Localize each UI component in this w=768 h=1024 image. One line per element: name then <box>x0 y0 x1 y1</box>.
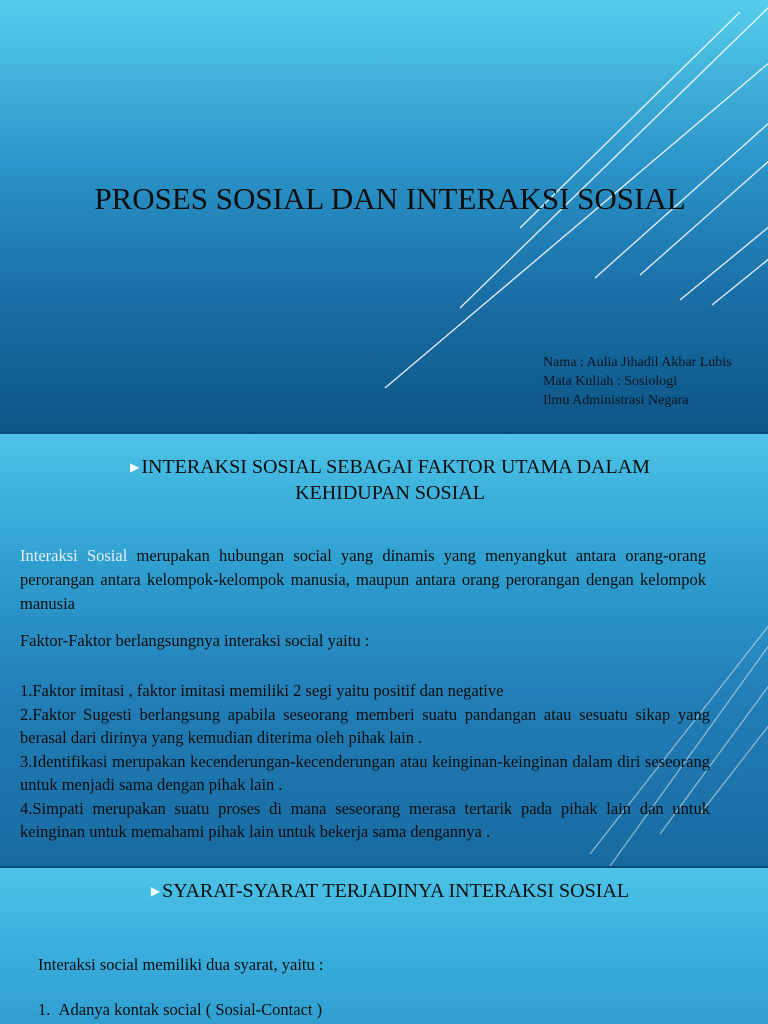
triangle-bullet-icon: ▶ <box>130 460 140 474</box>
slide-title: PROSES SOSIAL DAN INTERAKSI SOSIAL <box>94 181 686 216</box>
factors-list <box>20 679 710 844</box>
list-item: 1. Adanya kontak social ( Sosial-Contact ) <box>38 1000 323 1019</box>
presenter-name: Nama : Aulia Jihadil Akbar Lubis <box>543 355 732 370</box>
list-item: 1.Faktor imitasi , faktor imitasi memiliki 2 segi yaitu positif dan negative <box>20 681 504 700</box>
triangle-bullet-icon: ▶ <box>150 884 161 898</box>
requirements-intro: Interaksi social memiliki dua syarat, yaitu : <box>38 955 324 974</box>
list-item: 3.Identifikasi merupakan kecenderungan-kecenderungan atau keinginan-keinginan dalam diri seseorang untuk menjadi sama dengan pihak lain . <box>20 751 710 794</box>
presenter-info <box>543 353 732 410</box>
factors-intro: Faktor-Faktor berlangsungnya interaksi social yaitu : <box>20 631 370 650</box>
definition-paragraph: Interaksi Sosial merupakan hubungan social yang dinamis yang menyangkut antara orang-orang perorangan antara kelompok-kelompok manusia, maupun antara orang perorangan dengan kelompok manusia <box>20 546 707 613</box>
term-highlight: Interaksi Sosial <box>20 546 128 565</box>
list-item: 4.Simpati merupakan suatu proses di mana seseorang merasa tertarik pada pihak lain dan untuk keinginan untuk memahami pihak lain untuk bekerja sama dengannya . <box>20 798 710 841</box>
list-item: 2.Faktor Sugesti berlangsung apabila seseorang memberi suatu pandangan atau sesuatu sikap yang berasal dari dirinya yang kemudian diterima oleh pihak lain . <box>20 704 710 747</box>
content-slide-interaksi <box>0 434 768 866</box>
program-name: Ilmu Administrasi Negara <box>543 393 689 408</box>
course-name: Mata Kuliah : Sosiologi <box>543 374 678 389</box>
section-heading: ▶ SYARAT-SYARAT TERJADINYA INTERAKSI SOSIAL <box>150 880 630 902</box>
content-slide-syarat <box>0 868 768 1024</box>
title-slide <box>0 0 768 432</box>
section-heading: ▶ INTERAKSI SOSIAL SEBAGAI FAKTOR UTAMA DALAM KEHIDUPAN SOSIAL <box>130 456 650 504</box>
